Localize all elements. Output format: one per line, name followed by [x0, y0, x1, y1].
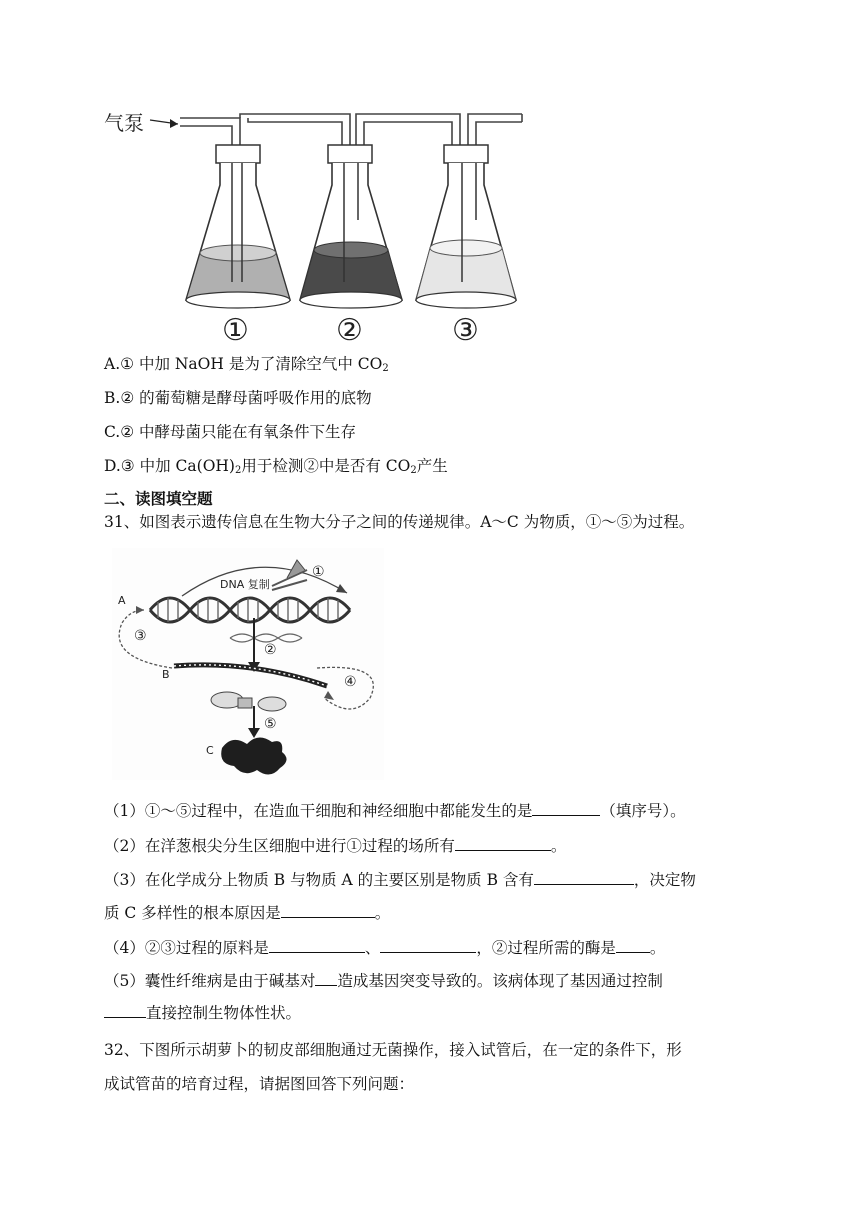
answer-blank-9[interactable] — [104, 1002, 146, 1018]
process-1-num: ① — [312, 564, 325, 580]
dna-replication-label: DNA 复制 — [220, 578, 270, 591]
flask-2-label: ② — [336, 313, 363, 348]
process-4-num: ④ — [344, 674, 357, 690]
dna-figure — [112, 548, 384, 780]
flask-1 — [186, 145, 290, 348]
q31-sub1: （1）①～⑤过程中，在造血干细胞和神经细胞中都能发生的是 （填序号）。 — [104, 802, 686, 820]
option-a: A.① 中加 NaOH 是为了清除空气中 $CO_2$ — [104, 355, 389, 374]
q31-sub2: （2）在洋葱根尖分生区细胞中进行①过程的场所有 。 — [104, 837, 567, 855]
flask-3-label: ③ — [452, 313, 479, 348]
flask-2 — [300, 145, 402, 348]
q31-sub5b: 直接控制生物体性状。 — [104, 1002, 301, 1024]
answer-blank-3[interactable] — [534, 869, 634, 885]
answer-blank-4[interactable] — [281, 902, 375, 918]
answer-blank-6[interactable] — [380, 937, 476, 953]
section-title: 二、读图填空题 — [104, 490, 213, 508]
flask-3 — [416, 145, 516, 348]
pump-label: 气泵 — [104, 111, 144, 135]
apparatus-figure — [100, 100, 530, 350]
answer-blank-2[interactable] — [455, 835, 551, 851]
q32-line2: 成试管苗的培育过程，请据图回答下列问题： — [104, 1075, 415, 1093]
q32-line1: 32、下图所示胡萝卜的韧皮部细胞通过无菌操作，接入试管后，在一定的条件下，形 — [104, 1041, 682, 1059]
label-B: B — [162, 668, 170, 681]
process-2-num: ② — [264, 642, 277, 658]
process-3-num: ③ — [134, 628, 147, 644]
q31-sub3b: 质 C 多样性的根本原因是 。 — [104, 904, 391, 922]
q31-stem: 31、如图表示遗传信息在生物大分子之间的传递规律。A～C 为物质，①～⑤为过程。 — [104, 513, 695, 531]
answer-blank-8[interactable] — [315, 970, 337, 986]
q31-sub4: （4）②③过程的原料是 、 ，②过程所需的酶是 。 — [104, 939, 666, 957]
option-d: D.③ 中加 $Ca(OH)_2$用于检测②中是否有 $CO_2$产生 — [104, 457, 448, 476]
flask-1-label: ① — [222, 313, 249, 348]
option-b: B.② 的葡萄糖是酵母菌呼吸作用的底物 — [104, 389, 372, 407]
pump-arrowhead — [170, 119, 178, 128]
q31-sub3: （3）在化学成分上物质 B 与物质 A 的主要区别是物质 B 含有 ，决定物 — [104, 871, 696, 889]
answer-blank-7[interactable] — [616, 937, 650, 953]
q31-sub5: （5）囊性纤维病是由于碱基对 造成基因突变导致的。该病体现了基因通过控制 — [104, 972, 663, 990]
answer-blank-1[interactable] — [532, 800, 600, 816]
answer-blank-5[interactable] — [269, 937, 365, 953]
label-C: C — [206, 744, 214, 757]
process-5-num: ⑤ — [264, 716, 277, 732]
option-c: C.② 中酵母菌只能在有氧条件下生存 — [104, 423, 357, 441]
label-A: A — [118, 594, 126, 607]
connecting-tubes — [180, 114, 522, 145]
